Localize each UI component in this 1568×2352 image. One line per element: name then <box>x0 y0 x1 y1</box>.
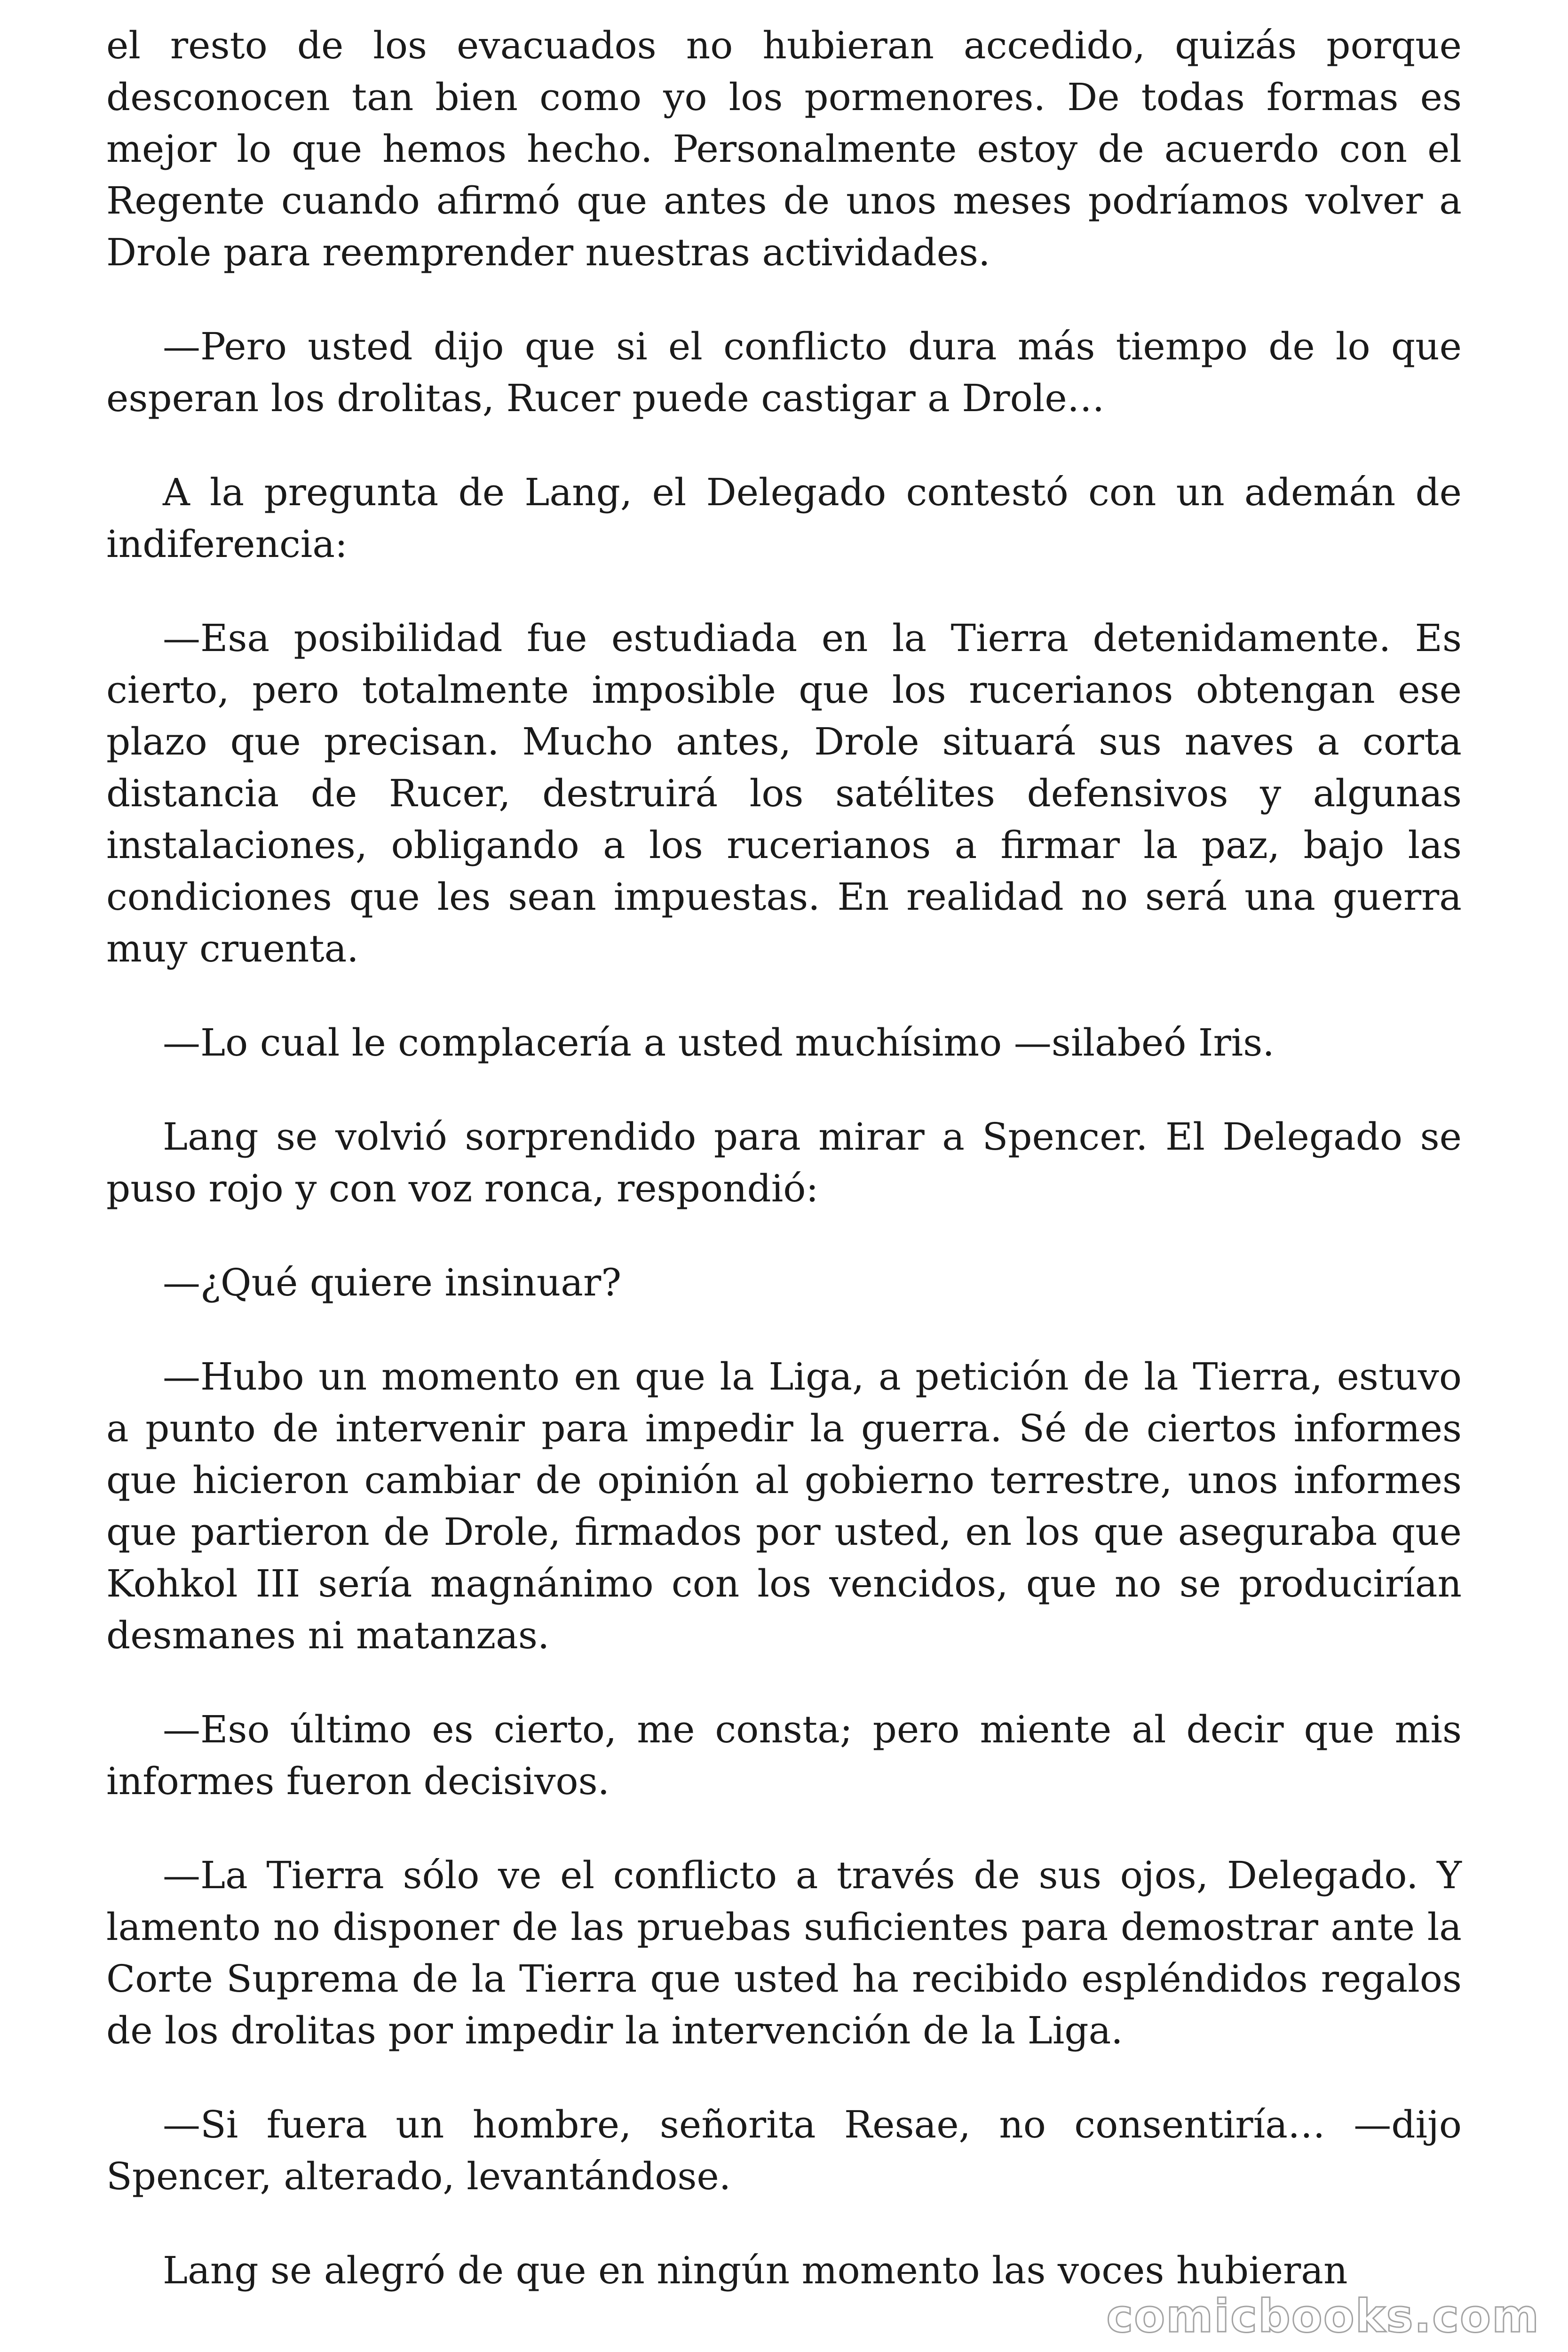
paragraph-continuation: el resto de los evacuados no hubieran accedido, quizás porque desconocen tan bien como yo los pormenores. De todas formas es mejor lo que hemos hecho. Personalmente estoy de acuerdo con el Regente cuando afirmó que antes de unos meses podríamos volver a Drole para reemprender nuestras actividades. <box>106 24 1462 274</box>
paragraph-dialogue: —Lo cual le complacería a usted muchísimo —silabeó Iris. <box>163 1021 1275 1065</box>
paragraph-narration: Lang se alegró de que en ningún momento las voces hubieran <box>163 2249 1348 2292</box>
paragraph-dialogue: —La Tierra sólo ve el conflicto a través de sus ojos, Delegado. Y lamento no disponer de las pruebas suficientes para demostrar ante la Corte Suprema de la Tierra que usted ha recibido espléndidos regalos de los drolitas por impedir la intervención de la Liga. <box>106 1853 1462 2052</box>
paragraph-dialogue: —Esa posibilidad fue estudiada en la Tierra detenidamente. Es cierto, pero totalmente imposible que los rucerianos obtengan ese plazo que precisan. Mucho antes, Drole situará sus naves a corta distancia de Rucer, destruirá los satélites defensivos y algunas instalaciones, obligando a los rucerianos a firmar la paz, bajo las condiciones que les sean impuestas. En realidad no será una guerra muy cruenta. <box>106 616 1462 970</box>
book-page-text <box>106 20 1462 2296</box>
paragraph-dialogue: —Pero usted dijo que si el conflicto dura más tiempo de lo que esperan los drolitas, Rucer puede castigar a Drole… <box>106 325 1462 420</box>
paragraph-dialogue: —Si fuera un hombre, señorita Resae, no consentiría… —dijo Spencer, alterado, levantándose. <box>106 2103 1462 2198</box>
paragraph-dialogue: —Hubo un momento en que la Liga, a petición de la Tierra, estuvo a punto de intervenir para impedir la guerra. Sé de ciertos informes que hicieron cambiar de opinión al gobierno terrestre, unos informes que partieron de Drole, firmados por usted, en los que aseguraba que Kohkol III sería magnánimo con los vencidos, que no se producirían desmanes ni matanzas. <box>106 1355 1462 1657</box>
watermark: comicbooks.com <box>1106 2290 1540 2343</box>
paragraph-dialogue: —¿Qué quiere insinuar? <box>163 1261 622 1304</box>
paragraph-narration: Lang se volvió sorprendido para mirar a Spencer. El Delegado se puso rojo y con voz ronca, respondió: <box>106 1115 1462 1210</box>
paragraph-narration: A la pregunta de Lang, el Delegado contestó con un ademán de indiferencia: <box>106 470 1462 566</box>
paragraph-dialogue: —Eso último es cierto, me consta; pero miente al decir que mis informes fueron decisivos. <box>106 1708 1462 1803</box>
